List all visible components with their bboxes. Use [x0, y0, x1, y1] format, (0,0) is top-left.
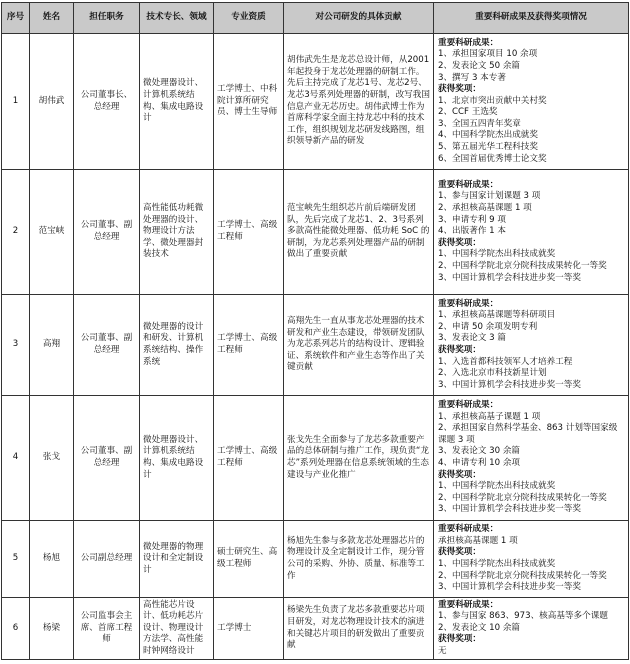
results-item: 3、中国计算机学会科技进步奖一等奖 — [438, 504, 581, 515]
results-item: 1、参与国家计划课题 3 项 — [438, 191, 541, 202]
results-item: 2、申请 50 余项发明专利 — [438, 321, 538, 332]
results-heading: 获得奖项： — [438, 634, 481, 645]
table-row — [2, 34, 629, 170]
contribution-cell: 高翔先生一直从事龙芯处理器的技术研发和产业生态建设，带领研发团队为龙芯系列芯片的结构设计、逻辑验证、系统软件和产业生态等作出了关键贡献 — [284, 295, 434, 396]
results-item: 2、CCF 王选奖 — [438, 107, 498, 118]
person-name: 高翔 — [30, 295, 74, 396]
table-row — [2, 170, 629, 295]
contribution-cell: 杨旭先生参与多款龙芯处理器芯片的物理设计及全定制设计工作，现分管公司的采购、外协、质量、标准等工作 — [284, 521, 434, 598]
table-body — [2, 34, 629, 660]
qualification-cell: 工学博士、中科院计算所研究员、博士生导师 — [214, 34, 284, 170]
results-heading: 获得奖项： — [438, 345, 481, 355]
row-number: 3 — [2, 295, 30, 396]
role-cell: 公司董事长、总经理 — [74, 34, 140, 170]
results-item: 4、申请专利 10 余项 — [438, 458, 521, 468]
qualification-cell: 工学博士 — [214, 598, 284, 660]
results-heading: 重要科研成果： — [438, 400, 499, 411]
contribution-cell: 杨梁先生负责了龙芯多款重要芯片项目研发，对龙芯物理设计技术的演进和关键芯片项目的研发做出了重要贡献 — [284, 598, 434, 660]
results-heading: 获得奖项： — [438, 237, 481, 248]
results-item: 4、出版著作 1 本 — [438, 226, 506, 237]
results-item: 3、中国计算机学会科技进步奖一等奖 — [438, 379, 581, 390]
header-expertise: 技术专长、领域 — [140, 3, 214, 34]
results-item: 3、全国五四青年奖章 — [438, 118, 521, 129]
results-item: 3、中国计算机学会科技进步奖一等奖 — [438, 582, 581, 593]
role-cell: 公司董事、副总经理 — [74, 295, 140, 396]
results-cell — [434, 396, 629, 521]
results-item: 承担核高基课题 1 项 — [438, 535, 518, 546]
results-item: 3、发表论文 3 篇 — [438, 333, 506, 344]
expertise-cell: 微处理器设计、计算机系统结构、集成电路设计 — [140, 396, 214, 521]
role-cell: 公司董事、副总经理 — [74, 170, 140, 295]
results-item: 6、全国首届优秀博士论文奖 — [438, 153, 547, 164]
results-cell — [434, 34, 629, 170]
results-cell — [434, 170, 629, 295]
role-cell: 公司董事、副总经理 — [74, 396, 140, 521]
role-cell: 公司副总经理 — [74, 521, 140, 598]
table-row — [2, 396, 629, 521]
expertise-cell: 微处理器的设计和研发、计算机系统结构、操作系统 — [140, 295, 214, 396]
results-item: 3、中国计算机学会科技进步奖一等奖 — [438, 272, 581, 283]
results-cell — [434, 598, 629, 660]
contribution-cell: 胡伟武先生是龙芯总设计师，从2001年起投身于龙芯处理器的研制工作。先后主持完成了龙芯1号、龙芯2号、龙芯3号系列处理器的研制，改写我国信息产业无芯历史。胡伟武博士作为首席科学家全面主持龙芯中科的技术工作，组织规划龙芯研发线路图，组织领导新产品的研发 — [284, 34, 434, 170]
row-number: 5 — [2, 521, 30, 598]
expertise-cell: 微处理器的物理设计和全定制设计 — [140, 521, 214, 598]
results-cell — [434, 521, 629, 598]
results-item: 2、承担核高基课题 1 项 — [438, 203, 532, 214]
results-heading: 重要科研成果： — [438, 179, 499, 190]
qualification-cell: 工学博士、高级工程师 — [214, 295, 284, 396]
person-name: 胡伟武 — [30, 34, 74, 170]
table-row — [2, 598, 629, 660]
results-item: 1、中国科学院杰出科技成就奖 — [438, 249, 556, 260]
results-heading: 重要科研成果： — [438, 524, 499, 535]
header-row — [2, 3, 629, 34]
header-results: 重要科研成果及获得奖项情况 — [434, 3, 629, 34]
results-item: 2、入选北京市科技新星计划 — [438, 368, 547, 379]
person-name: 张戈 — [30, 396, 74, 521]
results-cell — [434, 295, 629, 396]
results-item: 1、中国科学院杰出科技成就奖 — [438, 559, 556, 569]
contribution-cell: 张戈先生全面参与了龙芯多款重要产品的总体研制与推广工作，现负责“龙芯”系列处理器在信息系统领域的生态建设与产业化推广 — [284, 396, 434, 521]
person-name: 杨梁 — [30, 598, 74, 660]
results-item: 3、发表论文 30 余篇 — [438, 446, 521, 457]
qualification-cell: 工学博士、高级工程师 — [214, 170, 284, 295]
row-number: 4 — [2, 396, 30, 521]
management-table — [1, 2, 629, 660]
results-item: 2、中国科学院北京分院科技成果转化一等奖 — [438, 492, 607, 503]
header-role: 担任职务 — [74, 3, 140, 34]
header-contribution: 对公司研发的具体贡献 — [284, 3, 434, 34]
expertise-cell: 高性能低功耗微处理器的设计、物理设计方法学、微处理器封装技术 — [140, 170, 214, 295]
person-name: 范宝峡 — [30, 170, 74, 295]
row-number: 2 — [2, 170, 30, 295]
table-row — [2, 521, 629, 598]
header-qualification: 专业资质 — [214, 3, 284, 34]
table-row — [2, 295, 629, 396]
results-item: 2、发表论文 10 余篇 — [438, 622, 521, 633]
results-item: 2、发表论文 50 余篇 — [438, 60, 521, 71]
qualification-cell: 工学博士、高级工程师 — [214, 396, 284, 521]
results-item: 1、参与国家 863、973、核高基等多个课题 — [438, 611, 608, 622]
role-cell: 公司监事会主席、首席工程师 — [74, 598, 140, 660]
results-heading: 重要科研成果： — [438, 298, 499, 309]
results-item: 2、中国科学院北京分院科技成果转化一等奖 — [438, 570, 607, 581]
results-heading: 重要科研成果： — [438, 37, 499, 48]
header-name: 姓名 — [30, 3, 74, 34]
results-heading: 获得奖项： — [438, 84, 481, 95]
results-item: 1、承担国家项目 10 余项 — [438, 49, 538, 60]
results-item: 1、承担核高基子课题 1 项 — [438, 411, 541, 422]
results-item: 1、中国科学院杰出科技成就奖 — [438, 481, 556, 492]
results-heading: 获得奖项： — [438, 547, 481, 558]
row-number: 1 — [2, 34, 30, 170]
header-no: 序号 — [2, 3, 30, 34]
results-item: 1、北京市突出贡献中关村奖 — [438, 95, 547, 106]
results-item: 4、中国科学院杰出成就奖 — [438, 130, 538, 141]
results-item: 5、第五届光华工程科技奖 — [438, 142, 538, 153]
results-item: 3、申请专利 9 项 — [438, 214, 506, 225]
row-number: 6 — [2, 598, 30, 660]
results-heading: 获得奖项： — [438, 469, 481, 480]
results-heading: 重要科研成果： — [438, 599, 499, 610]
expertise-cell: 微处理器设计、计算机系统结构、集成电路设计 — [140, 34, 214, 170]
results-item: 1、承担核高基课题等科研项目 — [438, 310, 556, 321]
results-item: 无 — [438, 645, 447, 656]
person-name: 杨旭 — [30, 521, 74, 598]
expertise-cell: 高性能芯片设计、低功耗芯片设计、物理设计方法学、高性能时钟网络设计 — [140, 598, 214, 660]
results-item: 2、中国科学院北京分院科技成果转化一等奖 — [438, 260, 607, 271]
qualification-cell: 硕士研究生、高级工程师 — [214, 521, 284, 598]
contribution-cell: 范宝峡先生组织芯片前后端研发团队，先后完成了龙芯1、2、3号系列多款高性能微处理器、低功耗 SoC 的研制，为龙芯系列处理器产品的研制做出了重要贡献 — [284, 170, 434, 295]
results-item: 2、承担国家自然科学基金、863 计划等国家级课题 3 项 — [438, 423, 618, 445]
results-item: 1、入选首都科技领军人才培养工程 — [438, 356, 573, 367]
results-item: 3、撰写 3 本专著 — [438, 72, 506, 83]
